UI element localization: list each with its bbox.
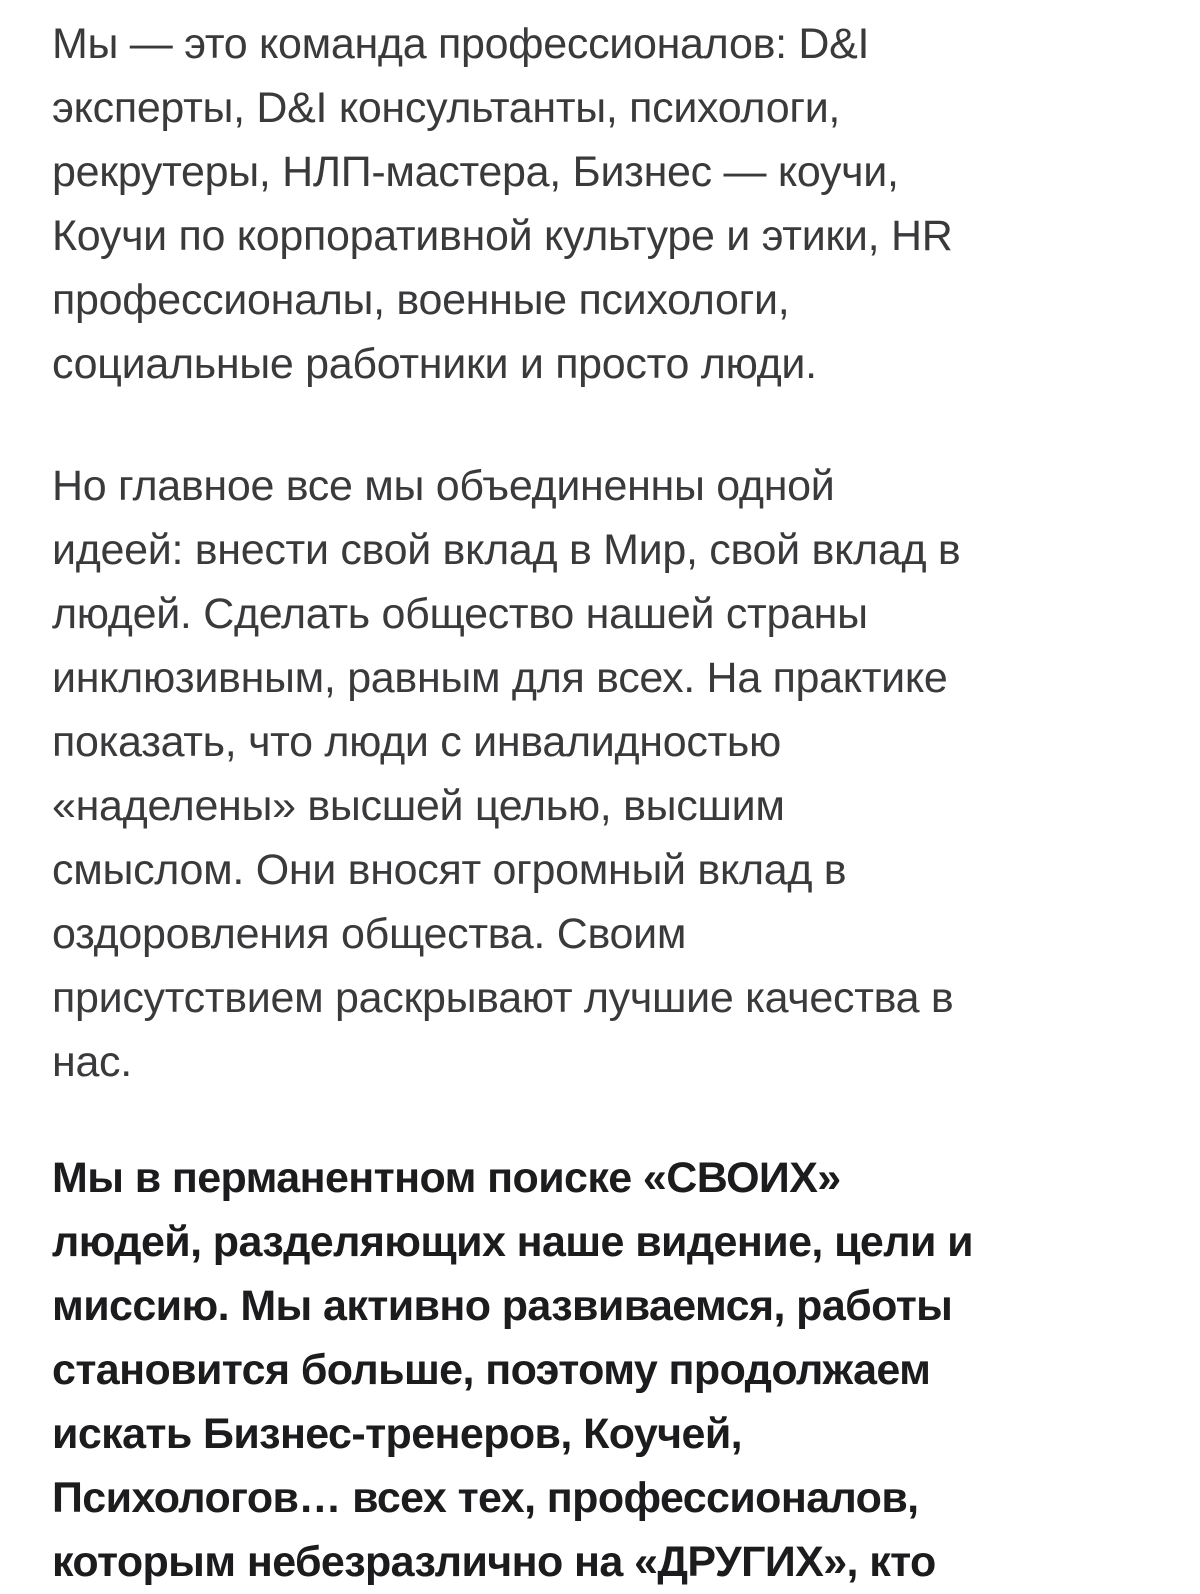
text-line: искать Бизнес-тренеров, Коучей,	[52, 1410, 742, 1458]
text-line: становится больше, поэтому продолжаем	[52, 1346, 931, 1394]
text-line: смыслом. Они вносят огромный вклад в	[52, 846, 847, 894]
paragraph-mission	[52, 454, 1162, 1094]
text-line: социальные работники и просто люди.	[52, 340, 817, 388]
text-line: миссию. Мы активно развиваемся, работы	[52, 1282, 953, 1330]
text-line: Но главное все мы объединенны одной	[52, 462, 835, 510]
text-line: людей. Сделать общество нашей страны	[52, 590, 868, 638]
text-line: Коучи по корпоративной культуре и этики, HR	[52, 212, 953, 260]
text-line: рекрутеры, НЛП-мастера, Бизнес — коучи,	[52, 148, 899, 196]
text-line: Мы в перманентном поиске «СВОИХ»	[52, 1154, 841, 1202]
text-line: Психологов… всех тех, профессионалов,	[52, 1474, 919, 1522]
text-line: идеей: внести свой вклад в Мир, свой вклад в	[52, 526, 961, 574]
text-line: эксперты, D&I консультанты, психологи,	[52, 84, 841, 132]
text-line: профессионалы, военные психологи,	[52, 276, 790, 324]
paragraph-recruiting	[52, 1146, 1162, 1594]
text-line: Мы — это команда профессионалов: D&I	[52, 20, 870, 68]
text-line: людей, разделяющих наше видение, цели и	[52, 1218, 973, 1266]
text-line: «наделены» высшей целью, высшим	[52, 782, 785, 830]
article-body	[52, 12, 1162, 1594]
text-line: нас.	[52, 1038, 132, 1086]
text-line: показать, что люди с инвалидностью	[52, 718, 781, 766]
paragraph-team	[52, 12, 1162, 396]
text-line: оздоровления общества. Своим	[52, 910, 687, 958]
text-line: которым небезразлично на «ДРУГИХ», кто	[52, 1538, 936, 1586]
text-line: присутствием раскрывают лучшие качества в	[52, 974, 954, 1022]
text-line: инклюзивным, равным для всех. На практике	[52, 654, 948, 702]
